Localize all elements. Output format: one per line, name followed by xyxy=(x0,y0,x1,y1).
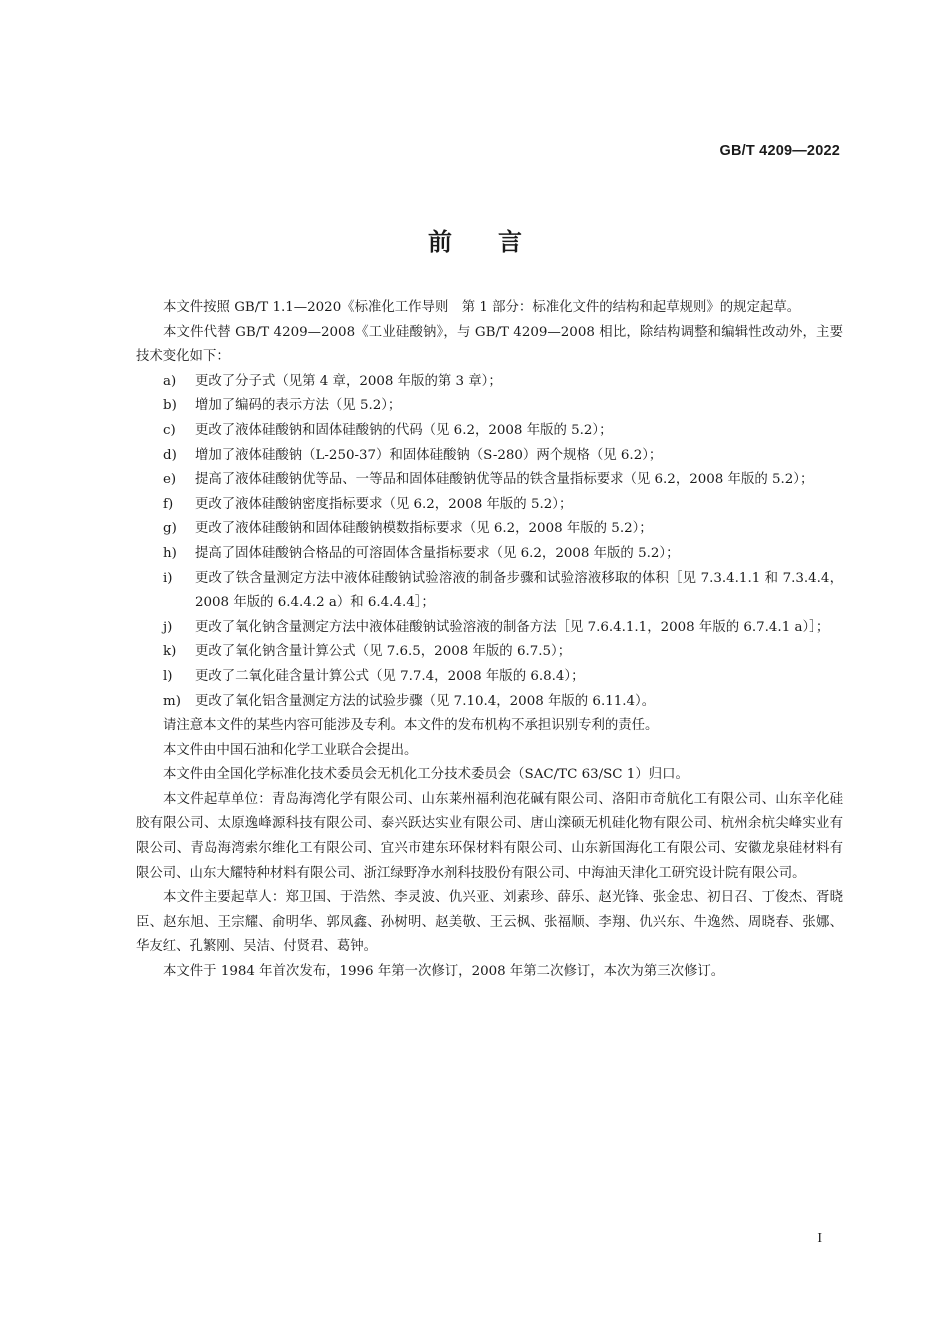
list-item-label: c) xyxy=(163,422,176,438)
list-item-text: 更改了二氧化硅含量计算公式（见 7.7.4，2008 年版的 6.8.4）； xyxy=(195,668,585,684)
list-item xyxy=(136,517,843,542)
list-item xyxy=(136,616,843,641)
list-item-label: j) xyxy=(163,619,173,635)
list-item xyxy=(136,690,843,715)
list-item-text: 更改了分子式（见第 4 章，2008 年版的第 3 章）； xyxy=(195,373,502,389)
list-item-text: 更改了液体硅酸钠和固体硅酸钠模数指标要求（见 6.2，2008 年版的 5.2）； xyxy=(195,521,653,537)
paragraph-drafters: 本文件主要起草人：郑卫国、于浩然、李灵波、仇兴亚、刘素珍、薛乐、赵光锋、张金忠、初日召、丁俊杰、胥晓臣、赵东旭、王宗耀、俞明华、郭凤鑫、孙树明、赵美敬、王云枫、张福顺、李翔、仇兴东、牛逸然、周晓春、张娜、华友红、孔繁刚、吴洁、付贤君、葛钟。 xyxy=(136,890,843,955)
foreword-body xyxy=(136,296,843,985)
list-item-text: 增加了液体硅酸钠（L-250-37）和固体硅酸钠（S-280）两个规格（见 6.2）； xyxy=(195,447,663,463)
list-item-label: d) xyxy=(163,447,177,463)
title-char-1: 前 xyxy=(428,228,452,256)
list-item xyxy=(136,444,843,469)
list-item xyxy=(136,640,843,665)
list-item-text: 更改了铁含量测定方法中液体硅酸钠试验溶液的制备步骤和试验溶液移取的体积［见 7.3.4.1.1 和 7.3.4.4，2008 年版的 6.4.4.2 a）和 6.4.4.4］； xyxy=(195,570,843,611)
list-item-text: 提高了固体硅酸钠合格品的可溶固体含量指标要求（见 6.2，2008 年版的 5.2）； xyxy=(195,545,680,561)
paragraph-committee: 本文件由全国化学标准化技术委员会无机化工分技术委员会（SAC/TC 63/SC 1）归口。 xyxy=(163,767,689,783)
page-title xyxy=(0,222,950,257)
list-item-text: 提高了液体硅酸钠优等品、一等品和固体硅酸钠优等品的铁含量指标要求（见 6.2，2008 年版的 5.2）； xyxy=(195,472,814,488)
list-item xyxy=(136,542,843,567)
paragraph-replacement: 本文件代替 GB/T 4209—2008《工业硅酸钠》，与 GB/T 4209—2008 相比，除结构调整和编辑性改动外，主要技术变化如下： xyxy=(136,324,843,365)
list-item-label: f) xyxy=(163,496,174,512)
standard-code: GB/T 4209—2022 xyxy=(719,143,840,159)
list-item xyxy=(136,419,843,444)
list-item-label: e) xyxy=(163,472,177,488)
list-item xyxy=(136,493,843,518)
title-char-2: 言 xyxy=(498,228,522,256)
paragraph-history: 本文件于 1984 年首次发布，1996 年第一次修订，2008 年第二次修订，本次为第三次修订。 xyxy=(163,964,725,980)
list-item-text: 更改了液体硅酸钠和固体硅酸钠的代码（见 6.2，2008 年版的 5.2）； xyxy=(195,422,613,438)
list-item-label: g) xyxy=(163,521,177,537)
list-item-text: 更改了氧化钠含量计算公式（见 7.6.5，2008 年版的 6.7.5）； xyxy=(195,644,572,660)
list-item xyxy=(136,468,843,493)
paragraph-drafting-units: 本文件起草单位：青岛海湾化学有限公司、山东莱州福利泡花碱有限公司、洛阳市奇航化工有限公司、山东辛化硅胶有限公司、太原逸峰源科技有限公司、泰兴跃达实业有限公司、唐山滦硕无机硅化物有限公司、杭州余杭尖峰实业有限公司、青岛海湾索尔维化工有限公司、宜兴市建东环保材料有限公司、山东新国海化工有限公司、安徽龙泉硅材料有限公司、山东大耀特种材料有限公司、浙江绿野净水剂科技股份有限公司、中海油天津化工研究设计院有限公司。 xyxy=(136,791,843,881)
page-number: I xyxy=(817,1231,822,1246)
list-item xyxy=(136,394,843,419)
changes-list xyxy=(136,370,843,714)
list-item-label: i) xyxy=(163,570,173,586)
list-item xyxy=(136,370,843,395)
list-item-text: 更改了氧化铝含量测定方法的试验步骤（见 7.10.4，2008 年版的 6.11.4）。 xyxy=(195,693,656,709)
list-item xyxy=(136,567,843,616)
list-item-label: l) xyxy=(163,668,173,684)
list-item-label: a) xyxy=(163,373,177,389)
paragraph-drafting-rules: 本文件按照 GB/T 1.1—2020《标准化工作导则 第 1 部分：标准化文件的结构和起草规则》的规定起草。 xyxy=(163,300,801,315)
list-item-text: 更改了氧化钠含量测定方法中液体硅酸钠试验溶液的制备方法［见 7.6.4.1.1，2008 年版的 6.7.4.1 a）］； xyxy=(195,619,830,635)
list-item xyxy=(136,665,843,690)
list-item-text: 增加了编码的表示方法（见 5.2）； xyxy=(195,398,402,414)
paragraph-proposer: 本文件由中国石油和化学工业联合会提出。 xyxy=(163,742,418,758)
list-item-text: 更改了液体硅酸钠密度指标要求（见 6.2，2008 年版的 5.2）； xyxy=(195,496,573,512)
list-item-label: h) xyxy=(163,545,177,561)
paragraph-patent-notice: 请注意本文件的某些内容可能涉及专利。本文件的发布机构不承担识别专利的责任。 xyxy=(163,718,659,734)
list-item-label: m) xyxy=(163,693,181,709)
list-item-label: b) xyxy=(163,398,177,414)
list-item-label: k) xyxy=(163,644,177,660)
